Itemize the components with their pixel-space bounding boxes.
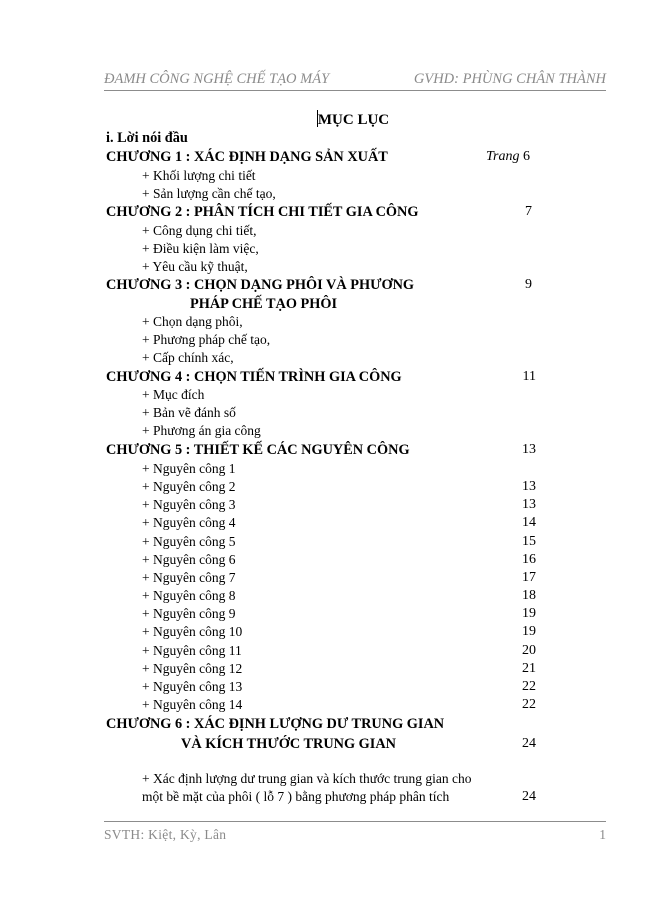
toc-item-label: + Nguyên công 6 xyxy=(142,552,236,567)
toc-chapter-label: CHƯƠNG 4 : CHỌN TIẾN TRÌNH GIA CÔNG xyxy=(106,369,402,385)
toc-item-label: + Điều kiện làm việc, xyxy=(142,241,259,256)
toc-item[interactable] xyxy=(142,496,536,514)
toc-item[interactable] xyxy=(142,185,572,203)
toc-item[interactable] xyxy=(142,478,536,496)
page-header xyxy=(104,70,606,91)
toc-page-number: 14 xyxy=(522,515,536,530)
toc-item[interactable] xyxy=(142,386,572,404)
toc-chapter-1[interactable] xyxy=(106,148,536,166)
toc-item-label: + Yêu cầu kỹ thuật, xyxy=(142,259,248,274)
toc-chapter-label: CHƯƠNG 2 : PHÂN TÍCH CHI TIẾT GIA CÔNG xyxy=(106,204,419,220)
toc-item[interactable] xyxy=(142,167,572,185)
toc-item-label: + Nguyên công 7 xyxy=(142,570,236,585)
toc-page-number: 24 xyxy=(522,736,536,751)
toc-chapter-6-continued[interactable] xyxy=(181,735,536,753)
toc-item[interactable] xyxy=(142,569,536,587)
toc-page-number: 17 xyxy=(522,570,536,585)
toc-item[interactable] xyxy=(142,533,536,551)
toc-preface-label: i. Lời nói đầu xyxy=(106,130,188,146)
toc-page-number: 22 xyxy=(522,679,536,694)
toc-item[interactable] xyxy=(142,678,536,696)
toc-chapter-label: CHƯƠNG 6 : XÁC ĐỊNH LƯỢNG DƯ TRUNG GIAN xyxy=(106,716,445,732)
toc-chapter-label-cont: PHÁP CHẾ TẠO PHÔI xyxy=(190,296,338,312)
footer-students: SVTH: Kiệt, Kỳ, Lân xyxy=(104,827,227,842)
header-course-title: ĐAMH CÔNG NGHỆ CHẾ TẠO MÁY xyxy=(104,71,330,87)
toc-item-label: + Mục đích xyxy=(142,387,205,402)
toc-item-label: + Nguyên công 3 xyxy=(142,497,236,512)
toc-chapter-4[interactable] xyxy=(106,368,536,386)
toc-chapter-label: CHƯƠNG 1 : XÁC ĐỊNH DẠNG SẢN XUẤT xyxy=(106,149,388,165)
toc-item[interactable] xyxy=(142,313,572,331)
toc-item-label: + Nguyên công 5 xyxy=(142,534,236,549)
toc-page-number: 19 xyxy=(522,606,536,621)
toc-item-label: + Xác định lượng dư trung gian và kích thước trung gian cho xyxy=(142,771,472,786)
toc-item-label: + Nguyên công 2 xyxy=(142,479,236,494)
toc-chapter-3-continued xyxy=(190,295,620,313)
toc-item-label: + Nguyên công 14 xyxy=(142,697,243,712)
toc-item-label: + Nguyên công 13 xyxy=(142,679,243,694)
toc-item-label: một bề mặt của phôi ( lỗ 7 ) bằng phương pháp phân tích xyxy=(142,789,450,804)
toc-item[interactable] xyxy=(142,587,536,605)
toc-item-label: + Chọn dạng phôi, xyxy=(142,314,243,329)
footer-page-number: 1 xyxy=(599,827,606,842)
page-footer xyxy=(104,821,606,844)
toc-page-number: 13 xyxy=(522,442,536,457)
toc-page-number: 22 xyxy=(522,697,536,712)
toc-chapter-3[interactable] xyxy=(106,276,536,294)
toc-page-number: 9 xyxy=(525,277,532,292)
header-instructor: GVHD: PHÙNG CHÂN THÀNH xyxy=(413,71,606,87)
toc-item[interactable] xyxy=(142,551,536,569)
toc-item[interactable] xyxy=(142,623,536,641)
toc-item[interactable] xyxy=(142,696,536,714)
toc-item-label: + Công dụng chi tiết, xyxy=(142,223,257,238)
toc-title xyxy=(0,110,670,129)
page-prefix: Trang xyxy=(486,149,520,164)
toc-item[interactable] xyxy=(142,660,536,678)
toc-page-number: 11 xyxy=(522,369,536,384)
toc-item[interactable] xyxy=(142,514,536,532)
toc-page-number: 7 xyxy=(525,204,532,219)
toc-chapter-6[interactable] xyxy=(106,715,536,733)
toc-item[interactable] xyxy=(142,642,536,660)
toc-item-label: + Nguyên công 1 xyxy=(142,461,236,476)
toc-item-label: + Nguyên công 11 xyxy=(142,643,242,658)
toc-page-number: 18 xyxy=(522,588,536,603)
toc-item[interactable] xyxy=(142,404,572,422)
toc-chapter-2[interactable] xyxy=(106,203,536,221)
toc-item[interactable] xyxy=(142,222,572,240)
toc-item-label: + Nguyên công 12 xyxy=(142,661,243,676)
toc-chapter-label: CHƯƠNG 3 : CHỌN DẠNG PHÔI VÀ PHƯƠNG xyxy=(106,277,415,293)
toc-item-label: + Sản lượng cần chế tạo, xyxy=(142,186,276,201)
toc-item[interactable] xyxy=(142,422,572,440)
toc-preface[interactable] xyxy=(106,129,536,147)
toc-item-continued[interactable] xyxy=(142,788,536,806)
toc-item[interactable] xyxy=(142,258,572,276)
toc-item[interactable] xyxy=(142,349,572,367)
toc-page-number: 20 xyxy=(522,643,536,658)
toc-chapter-label: CHƯƠNG 5 : THIẾT KẾ CÁC NGUYÊN CÔNG xyxy=(106,442,410,458)
toc-item-label: + Phương pháp chế tạo, xyxy=(142,332,271,347)
toc-page-number: 16 xyxy=(522,552,536,567)
toc-page-number: 19 xyxy=(522,624,536,639)
toc-page-number: 13 xyxy=(522,479,536,494)
toc-chapter-label-cont: VÀ KÍCH THƯỚC TRUNG GIAN xyxy=(181,736,397,752)
toc-chapter-5[interactable] xyxy=(106,441,536,459)
toc-title-text: MỤC LỤC xyxy=(317,112,390,128)
toc-item-label: + Phương án gia công xyxy=(142,423,261,438)
toc-item[interactable] xyxy=(142,460,536,478)
toc-item-label: + Nguyên công 4 xyxy=(142,515,236,530)
toc-page-number xyxy=(486,148,530,166)
toc-item[interactable] xyxy=(142,331,572,349)
toc-item-label: + Bản vẽ đánh số xyxy=(142,405,236,420)
toc-item-label: + Nguyên công 8 xyxy=(142,588,236,603)
toc-item-label: + Nguyên công 9 xyxy=(142,606,236,621)
page-value: 6 xyxy=(523,149,530,164)
toc-page-number: 15 xyxy=(522,534,536,549)
toc-item-label: + Khối lượng chi tiết xyxy=(142,168,256,183)
toc-page-number: 13 xyxy=(522,497,536,512)
toc-page-number: 24 xyxy=(522,789,536,804)
toc-item[interactable] xyxy=(142,240,572,258)
toc-item[interactable] xyxy=(142,605,536,623)
toc-item-label: + Cấp chính xác, xyxy=(142,350,234,365)
toc-item[interactable] xyxy=(142,770,536,788)
toc-item-label: + Nguyên công 10 xyxy=(142,624,243,639)
toc-page-number: 21 xyxy=(522,661,536,676)
